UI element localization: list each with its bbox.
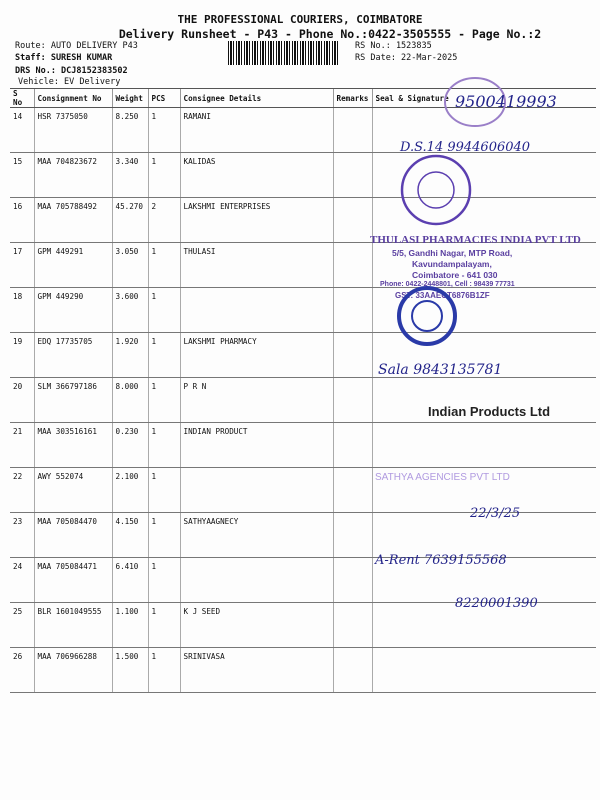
weight-cell: 0.230 [112,423,148,468]
lakshmi-enterprises-stamp [398,150,478,230]
serial-number-cell: 20 [10,378,34,423]
weight-cell: 45.270 [112,198,148,243]
pieces-cell: 1 [148,468,180,513]
consignee-cell: LAKSHMI PHARMACY [180,333,333,378]
seal-signature-cell [372,648,596,693]
remarks-cell [333,153,372,198]
signature-row-25: A-Rent 7639155568 [375,553,507,568]
sathya-stamp: SATHYA AGENCIES PVT LTD [375,472,510,483]
consignment-number-cell: MAA 704823672 [34,153,112,198]
vehicle: Vehicle: EV Delivery [18,77,121,87]
pieces-cell: 1 [148,108,180,153]
company-title: THE PROFESSIONAL COURIERS, COIMBATORE [177,13,423,26]
remarks-cell [333,423,372,468]
pieces-cell: 1 [148,648,180,693]
remarks-cell [333,603,372,648]
weight-cell: 1.100 [112,603,148,648]
pieces-cell: 1 [148,603,180,648]
consignment-number-cell: SLM 366797186 [34,378,112,423]
consignee-cell [180,558,333,603]
serial-number-cell: 23 [10,513,34,558]
pieces-cell: 1 [148,243,180,288]
consignment-number-cell: MAA 303516161 [34,423,112,468]
remarks-cell [333,513,372,558]
serial-number-cell: 17 [10,243,34,288]
column-header: Seal & Signature [372,89,596,108]
column-header: Remarks [333,89,372,108]
signature-row-24: 22/3/25 [470,506,521,521]
serial-number-cell: 19 [10,333,34,378]
thulasi-address: Kavundampalayam, [412,259,492,269]
pieces-cell: 1 [148,378,180,423]
weight-cell: 3.340 [112,153,148,198]
remarks-cell [333,288,372,333]
thulasi-stamp-name: THULASI PHARMACIES INDIA PVT LTD [370,234,581,246]
weight-cell: 3.600 [112,288,148,333]
weight-cell: 4.150 [112,513,148,558]
pieces-cell: 2 [148,198,180,243]
signature-row-26: 8220001390 [455,596,538,611]
signature-row-20: Sala 9843135781 [378,362,503,378]
serial-number-cell: 26 [10,648,34,693]
consignee-cell [180,288,333,333]
column-header: Consignment No [34,89,112,108]
consignee-cell: SATHYAAGNECY [180,513,333,558]
signature-row-14: 9500419993 [455,92,557,111]
consignment-number-cell: BLR 1601049555 [34,603,112,648]
consignment-number-cell: MAA 705084471 [34,558,112,603]
column-header: S No [10,89,34,108]
consignment-number-cell: HSR 7375050 [34,108,112,153]
indian-products-stamp: Indian Products Ltd [428,404,551,419]
pieces-cell: 1 [148,153,180,198]
seal-signature-cell [372,423,596,468]
consignment-number-cell: MAA 705084470 [34,513,112,558]
rs-date: RS Date: 22-Mar-2025 [355,53,458,63]
consignee-cell: RAMANI [180,108,333,153]
remarks-cell [333,333,372,378]
pieces-cell: 1 [148,288,180,333]
lakshmi-pharmacy-stamp [395,280,465,350]
consignee-cell: KALIDAS [180,153,333,198]
serial-number-cell: 16 [10,198,34,243]
consignment-number-cell: GPM 449291 [34,243,112,288]
table-row [10,153,596,198]
column-header: Weight [112,89,148,108]
consignment-number-cell: AWY 552074 [34,468,112,513]
consignee-cell: THULASI [180,243,333,288]
weight-cell: 3.050 [112,243,148,288]
thulasi-phone: Phone: 0422-2448801, Cell : 98439 77731 [380,281,515,288]
serial-number-cell: 25 [10,603,34,648]
pieces-cell: 1 [148,423,180,468]
barcode [228,41,338,65]
remarks-cell [333,198,372,243]
route: Route: AUTO DELIVERY P43 [15,41,138,51]
serial-number-cell: 18 [10,288,34,333]
remarks-cell [333,648,372,693]
remarks-cell [333,468,372,513]
drs-number: DRS No.: DCJ8152383502 [15,66,128,76]
runsheet-subtitle: Delivery Runsheet - P43 - Phone No.:0422-3505555 - Page No.:2 [118,27,542,41]
table-row [10,648,596,693]
consignee-cell [180,468,333,513]
staff: Staff: SURESH KUMAR [15,53,113,63]
signature-row-15: D.S.14 9944606040 [400,140,531,155]
table-row [10,333,596,378]
rs-number: RS No.: 1523835 [355,41,432,51]
consignment-number-cell: EDQ 17735705 [34,333,112,378]
column-header: PCS [148,89,180,108]
pieces-cell: 1 [148,513,180,558]
weight-cell: 1.500 [112,648,148,693]
consignment-number-cell: MAA 705788492 [34,198,112,243]
weight-cell: 1.920 [112,333,148,378]
column-header: Consignee Details [180,89,333,108]
table-row [10,288,596,333]
weight-cell: 8.000 [112,378,148,423]
pieces-cell: 1 [148,558,180,603]
consignment-number-cell: MAA 706966288 [34,648,112,693]
weight-cell: 2.100 [112,468,148,513]
serial-number-cell: 15 [10,153,34,198]
remarks-cell [333,558,372,603]
weight-cell: 8.250 [112,108,148,153]
thulasi-address: 5/5, Gandhi Nagar, MTP Road, [392,248,513,258]
consignee-cell: SRINIVASA [180,648,333,693]
table-row [10,423,596,468]
serial-number-cell: 14 [10,108,34,153]
consignment-number-cell: GPM 449290 [34,288,112,333]
pieces-cell: 1 [148,333,180,378]
remarks-cell [333,243,372,288]
thulasi-gst: GST: 33AAECT6876B1ZF [395,291,490,300]
remarks-cell [333,108,372,153]
consignee-cell: P R N [180,378,333,423]
remarks-cell [333,378,372,423]
consignee-cell: LAKSHMI ENTERPRISES [180,198,333,243]
serial-number-cell: 21 [10,423,34,468]
serial-number-cell: 22 [10,468,34,513]
consignee-cell: INDIAN PRODUCT [180,423,333,468]
serial-number-cell: 24 [10,558,34,603]
consignee-cell: K J SEED [180,603,333,648]
weight-cell: 6.410 [112,558,148,603]
thulasi-address: Coimbatore - 641 030 [412,270,498,280]
